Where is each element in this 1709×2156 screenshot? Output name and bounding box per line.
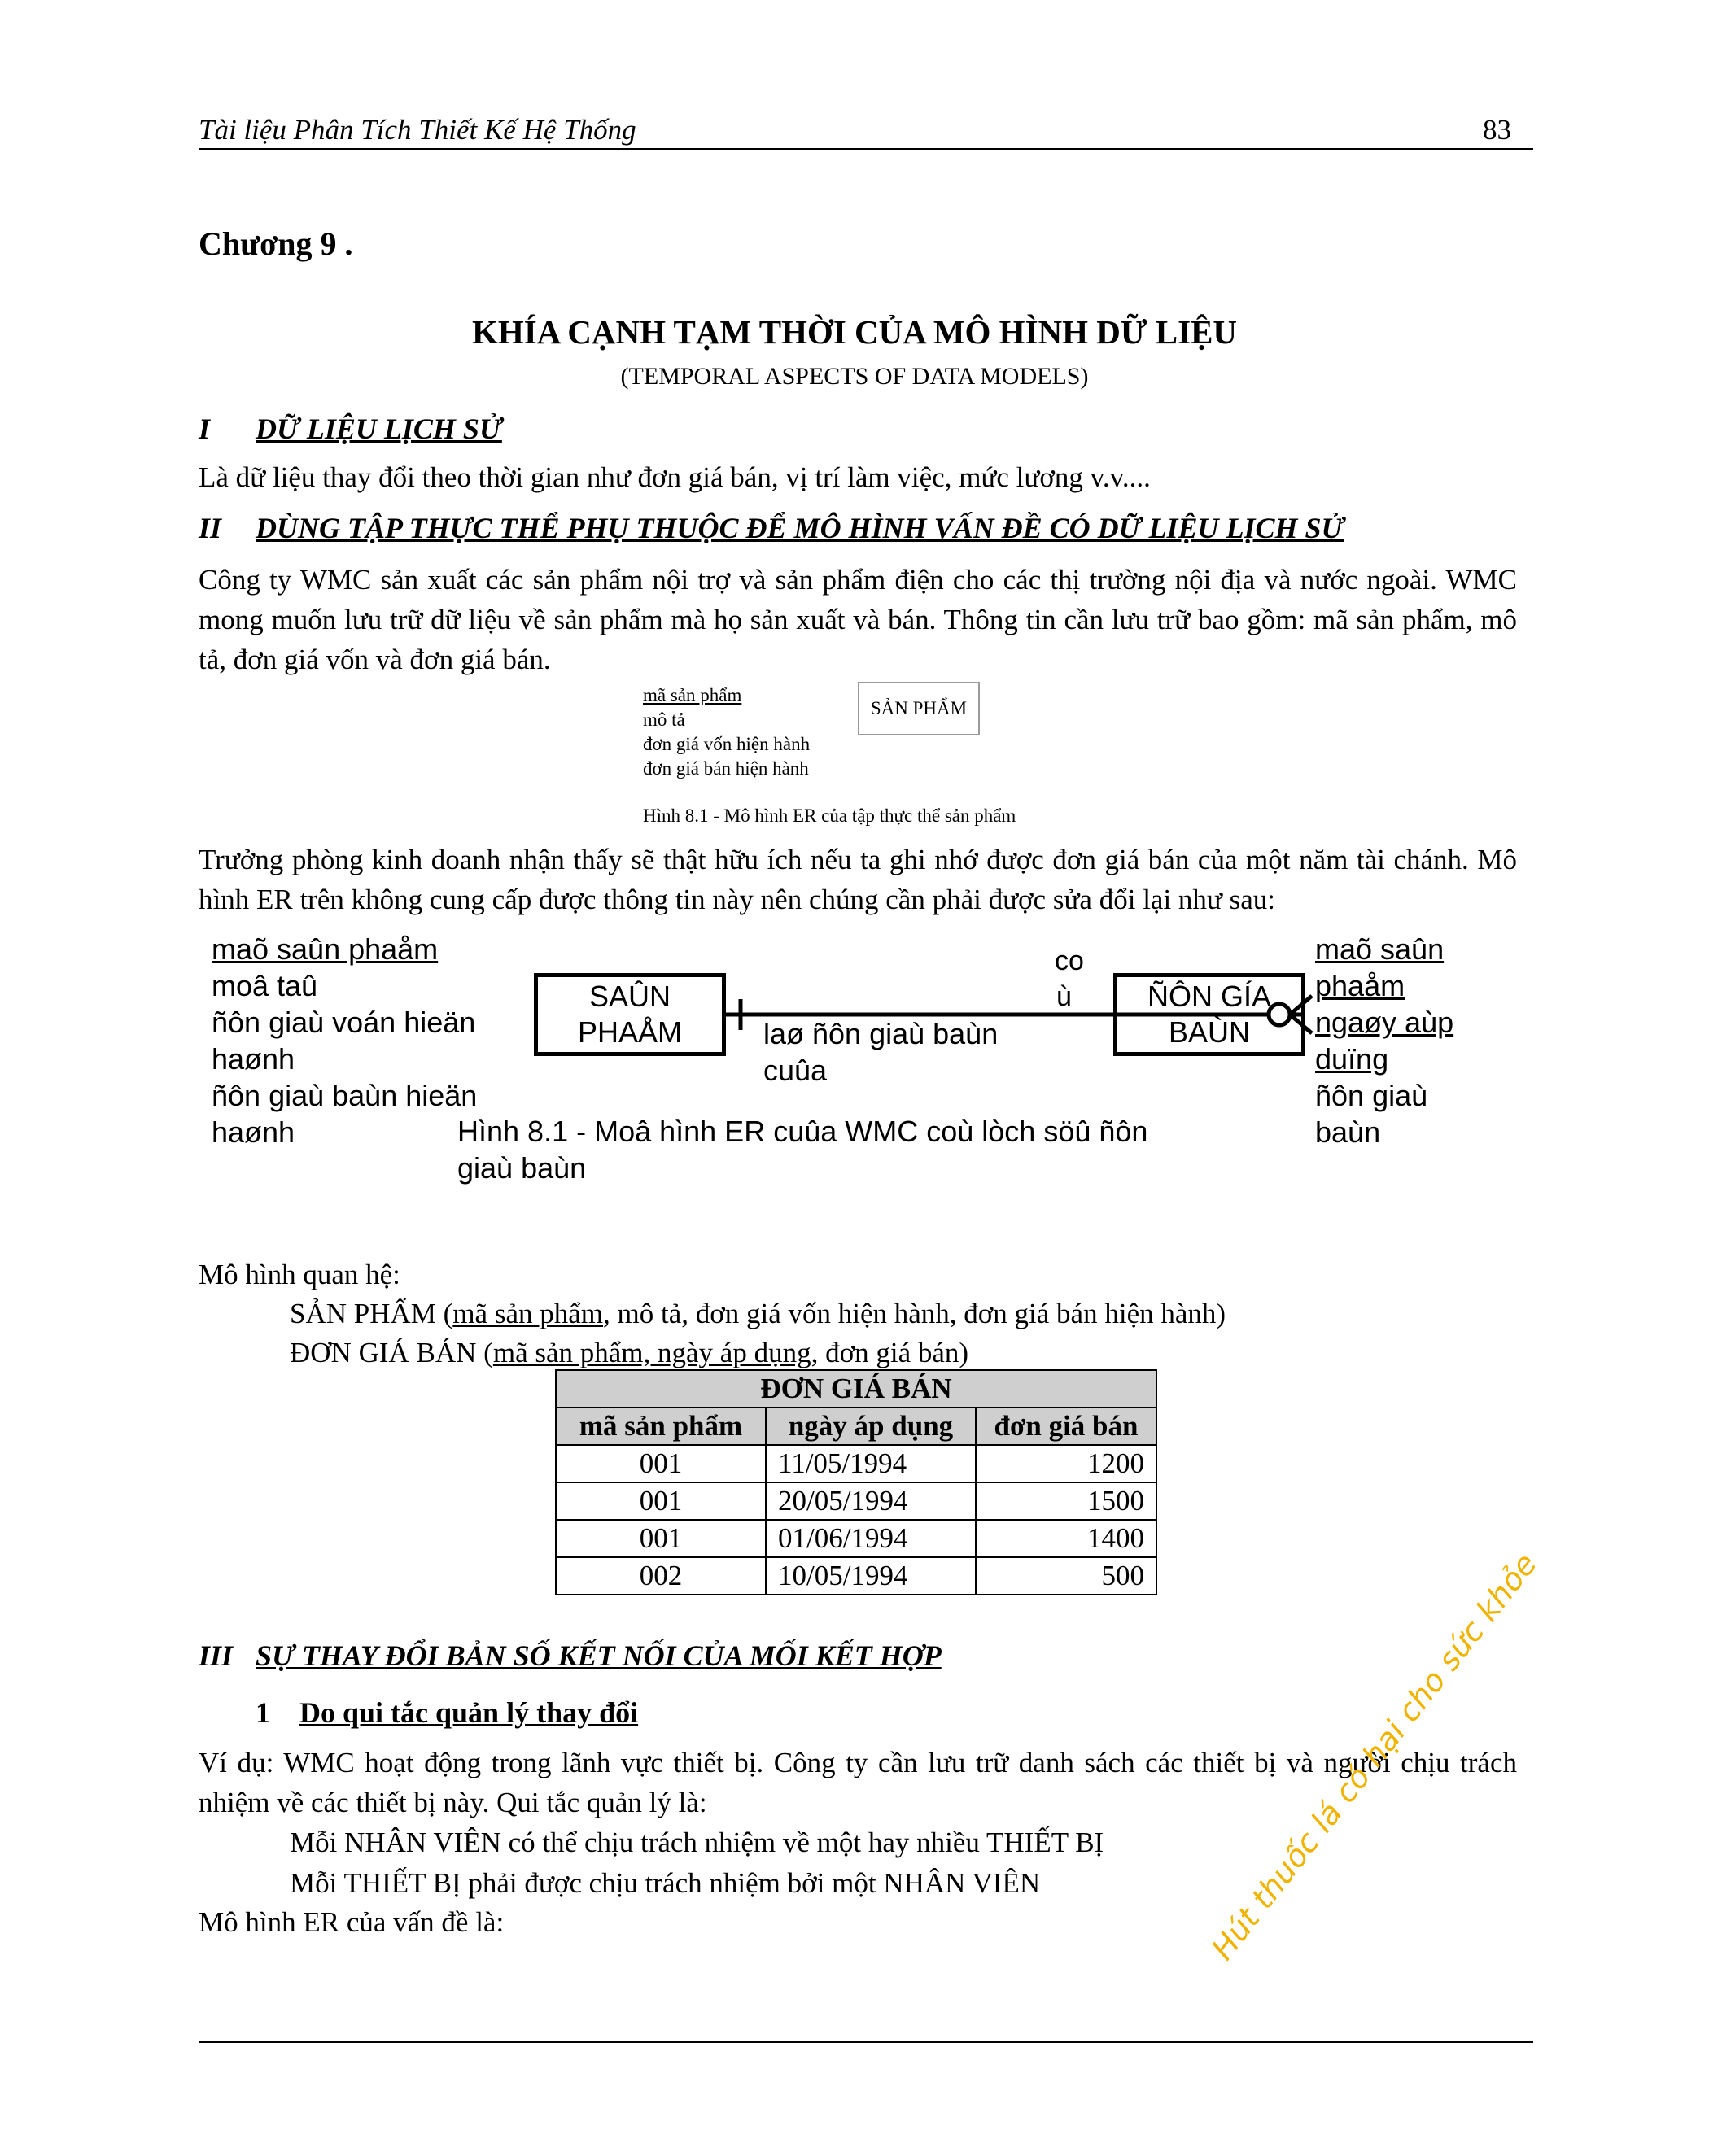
table-cell: 10/05/1994	[766, 1557, 976, 1595]
subsection-1-number: 1	[256, 1696, 270, 1729]
table-cell: 001	[556, 1482, 766, 1520]
table-row	[556, 1445, 1156, 1482]
header-rule	[199, 148, 1533, 150]
fig2-caption-line: giaù baùn	[457, 1151, 587, 1185]
fig2-relationship-label	[763, 1015, 998, 1089]
table-title: ĐƠN GIÁ BÁN	[556, 1370, 1156, 1408]
table-title-row	[556, 1370, 1156, 1408]
chapter-title: KHÍA CẠNH TẠM THỜI CỦA MÔ HÌNH DỮ LIỆU	[471, 313, 1238, 351]
fig2-left-attr: haønh	[212, 1115, 295, 1149]
table-cell: 001	[556, 1445, 766, 1482]
fig1-attr: đơn giá vốn hiện hành	[643, 734, 811, 754]
table-header-cell: mã sản phẩm	[556, 1408, 766, 1445]
section-2-paragraph-1: Công ty WMC sản xuất các sản phẩm nội trợ và sản phẩm điện cho các thị trường nội địa và nước ngoài. WMC mong muốn lưu trữ dữ liệu về sản phẩm mà họ sản xuất và bán. Thông tin cần lưu trữ bao gồm: mã sản phẩm, mô tả, đơn giá vốn và đơn giá bán.	[199, 564, 1517, 675]
fig2-right-attributes	[1315, 931, 1453, 1150]
section-3-title: SỰ THAY ĐỔI BẢN SỐ KẾT NỐI CỦA MỐI KẾT HỢP	[256, 1639, 942, 1672]
section-1-heading	[199, 412, 502, 446]
fig2-left-attr-key: maõ saûn phaåm	[212, 932, 439, 966]
footer-rule	[199, 2041, 1533, 2043]
table-cell: 001	[556, 1520, 766, 1557]
relation-2-key: mã sản phẩm, ngày áp dụng	[492, 1337, 811, 1368]
section-2-heading	[199, 511, 1344, 545]
fig2-left-attr: moâ taû	[212, 969, 318, 1002]
table-header-row	[556, 1408, 1156, 1445]
relation-1-name: SẢN PHẨM (	[290, 1298, 453, 1329]
table-row	[556, 1557, 1156, 1595]
section-1-text: Là dữ liệu thay đổi theo thời gian như đơn giá bán, vị trí làm việc, mức lương v.v....	[199, 461, 1151, 493]
fig2-right-attr-key: ngaøy aùp	[1315, 1006, 1454, 1039]
fig2-right-attr: ñôn giaù	[1315, 1079, 1428, 1112]
fig2-rel-line: laø ñôn giaù baùn	[763, 1017, 999, 1050]
fig2-left-attributes	[212, 931, 477, 1150]
table-cell: 500	[976, 1557, 1156, 1595]
section-1-number: I	[199, 412, 211, 445]
relational-model-title: Mô hình quan hệ:	[199, 1259, 400, 1290]
relation-2-rest: , đơn giá bán)	[811, 1337, 969, 1368]
table-cell: 1500	[976, 1482, 1156, 1520]
fig2-right-attr-key: phaåm	[1315, 969, 1405, 1002]
relation-san-pham	[290, 1294, 1226, 1333]
fig2-right-attr: baùn	[1315, 1115, 1381, 1149]
fig2-entity2-line: ÑÔN GÍA	[1147, 980, 1271, 1013]
table-cell: 20/05/1994	[766, 1482, 976, 1520]
table-cell: 1400	[976, 1520, 1156, 1557]
subsection-1-title: Do qui tắc quản lý thay đổi	[299, 1696, 639, 1729]
fig2-caption-line: Hình 8.1 - Moâ hình ER cuûa WMC coù lòch söû ñôn	[457, 1115, 1148, 1148]
table-cell: 11/05/1994	[766, 1445, 976, 1482]
fig1-entity-label: SẢN PHẨM	[870, 698, 968, 718]
price-table	[555, 1369, 1157, 1595]
relation-2-name: ĐƠN GIÁ BÁN (	[290, 1337, 493, 1368]
section-1-title: DỮ LIỆU LỊCH SỬ	[256, 412, 502, 445]
table-cell: 01/06/1994	[766, 1520, 976, 1557]
section-3-heading	[199, 1639, 942, 1673]
fig2-entity1-line: SAÛN	[588, 980, 671, 1013]
business-rule-1: Mỗi NHÂN VIÊN có thể chịu trách nhiệm về một hay nhiều THIẾT BỊ	[290, 1826, 1104, 1858]
table-header-cell: đơn giá bán	[976, 1408, 1156, 1445]
fig2-entity-san-pham	[534, 973, 726, 1056]
subsection-1-heading	[256, 1696, 638, 1730]
fig2-caption	[457, 1113, 1147, 1186]
section-3-paragraph-1: Ví dụ: WMC hoạt động trong lãnh vực thiết bị. Công ty cần lưu trữ danh sách các thiết bị và người chịu trách nhiệm về các thiết bị này. Qui tắc quản lý là:	[199, 1747, 1517, 1818]
chapter-heading: Chương 9 .	[199, 225, 353, 262]
watermark-text: Hút thuốc lá có hại cho sức khỏe	[1204, 1546, 1544, 1967]
relation-1-rest: , mô tả, đơn giá vốn hiện hành, đơn giá bán hiện hành)	[603, 1298, 1226, 1329]
section-2-paragraph-2: Trưởng phòng kinh doanh nhận thấy sẽ thật hữu ích nếu ta ghi nhớ được đơn giá bán của một năm tài chánh. Mô hình ER trên không cung cấp được thông tin này nên chúng cần phải được sửa đổi lại như sau:	[199, 844, 1517, 915]
section-2-title: DÙNG TẬP THỰC THỂ PHỤ THUỘC ĐỂ MÔ HÌNH VẤN ĐỀ CÓ DỮ LIỆU LỊCH SỬ	[256, 512, 1344, 544]
fig1-entity-box	[858, 682, 980, 735]
fig2-entity-don-gia-ban	[1113, 973, 1305, 1056]
table-row	[556, 1520, 1156, 1557]
table-cell: 1200	[976, 1445, 1156, 1482]
table-cell: 002	[556, 1557, 766, 1595]
fig2-left-attr: haønh	[212, 1042, 295, 1076]
fig2-rel-line: cuûa	[763, 1054, 828, 1087]
fig1-attr: mô tả	[643, 709, 685, 730]
fig2-left-attr: ñôn giaù voán hieän	[212, 1006, 476, 1039]
table-row	[556, 1482, 1156, 1520]
fig1-attr-key: mã sản phẩm	[643, 685, 742, 705]
section-3-number: III	[199, 1639, 234, 1672]
fig2-entity2-line: BAÙN	[1168, 1015, 1251, 1049]
section-3-paragraph-2: Mô hình ER của vấn đề là:	[199, 1906, 505, 1938]
page-number: 83	[1483, 114, 1511, 146]
fig2-cardinality-u: ù	[1056, 981, 1072, 1012]
fig2-cardinality-co: co	[1055, 945, 1084, 976]
relation-1-key: mã sản phẩm	[452, 1298, 603, 1329]
table-header-cell: ngày áp dụng	[766, 1408, 976, 1445]
fig1-attribute-list	[643, 683, 810, 781]
business-rule-2: Mỗi THIẾT BỊ phải được chịu trách nhiệm bởi một NHÂN VIÊN	[290, 1867, 1041, 1899]
fig2-entity1-line: PHAÅM	[577, 1015, 683, 1049]
fig2-right-attr-key: duïng	[1315, 1042, 1389, 1076]
fig1-caption: Hình 8.1 - Mô hình ER của tập thực thể sản phẩm	[643, 805, 1016, 826]
relation-don-gia-ban	[290, 1333, 968, 1373]
document-header-title: Tài liệu Phân Tích Thiết Kế Hệ Thống	[199, 114, 636, 146]
chapter-subtitle: (TEMPORAL ASPECTS OF DATA MODELS)	[620, 363, 1089, 390]
section-2-number: II	[199, 512, 222, 544]
fig2-right-attr-key: maõ saûn	[1315, 932, 1445, 966]
fig2-diagram	[199, 932, 1517, 1194]
fig1-attr: đơn giá bán hiện hành	[643, 758, 809, 779]
fig2-left-attr: ñôn giaù baùn hieän	[212, 1079, 478, 1112]
